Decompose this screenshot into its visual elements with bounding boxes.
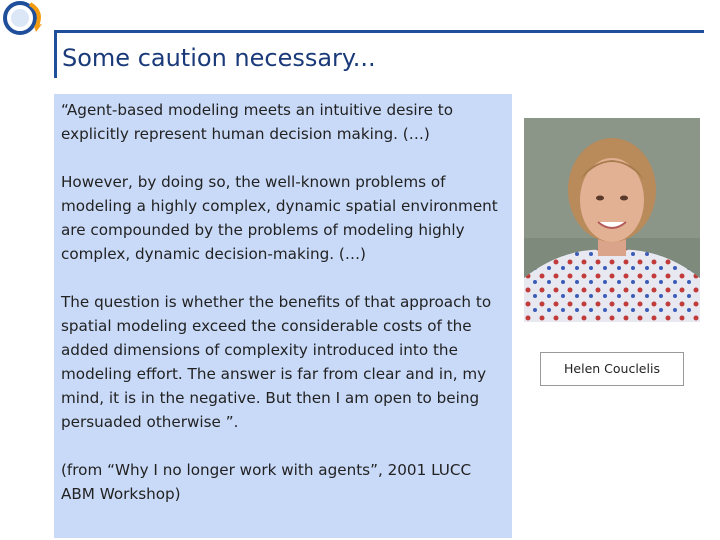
title-accent-horizontal xyxy=(54,30,704,33)
quote-paragraph: However, by doing so, the well-known problems of modeling a highly complex, dynamic spatial environment are compounded by the problems of modeling highly complex, dynamic decision-making. (…) xyxy=(61,173,498,263)
inpe-logo xyxy=(0,0,48,42)
quote-paragraph: The question is whether the benefits of that approach to spatial modeling exceed the considerable costs of the added dimensions of complexity introduced into the modeling effort. The answer is far from clear and in, my mind, it is in the negative. But then I am open to being persuaded otherwise ”. xyxy=(61,293,492,431)
photo-caption: Helen Couclelis xyxy=(540,352,684,386)
portrait-photo xyxy=(524,118,700,322)
quote-source: (from “Why I no longer work with agents”, 2001 LUCC ABM Workshop) xyxy=(61,461,472,503)
title-accent-vertical xyxy=(54,30,57,78)
quote-paragraph: “Agent-based modeling meets an intuitive desire to explicitly represent human decision making. (…) xyxy=(61,101,453,143)
quote-box xyxy=(54,94,512,538)
slide-title: Some caution necessary... xyxy=(62,44,376,72)
